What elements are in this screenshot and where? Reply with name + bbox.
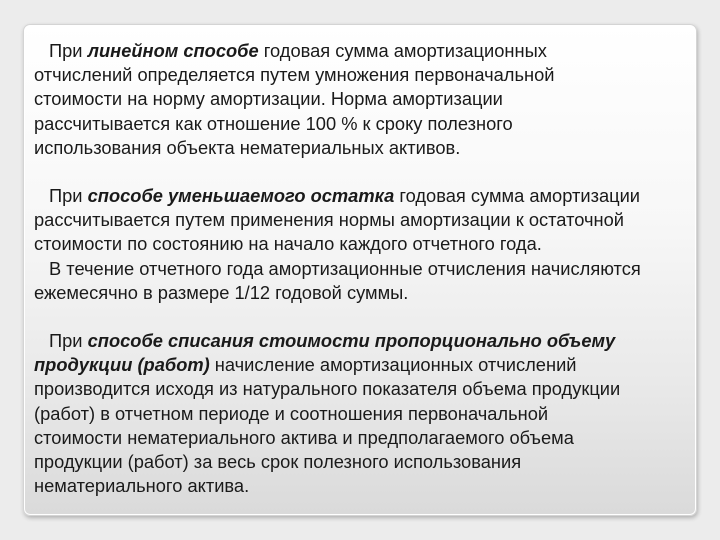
text-line: стоимости нематериального актива и предполагаемого объема [34,426,574,448]
text-line: ежемесячно в размере 1/12 годовой суммы. [34,281,409,303]
paragraph-declining-balance [34,184,694,257]
text-line: годовая сумма амортизационных [258,40,547,61]
paragraph-linear-method [34,39,694,160]
paragraph-lead: При [49,185,88,207]
text-line: рассчитывается путем применения нормы амортизации к остаточной [34,209,625,231]
text-line: производится исходя из натурального показателя объема продукции [34,378,621,400]
text-line: начисление амортизационных отчислений [209,354,577,376]
text-line: нематериального актива. [34,475,250,497]
text-line: отчислений определяется путем умножения первоначальной [34,64,555,86]
term-units-of-production: способе списания стоимости пропорционально объему [87,330,616,352]
term-units-of-production-cont: продукции (работ) [34,354,210,376]
text-line: годовая сумма амортизации [394,185,641,207]
paragraph-units-of-production [34,329,694,498]
text-line: использования объекта нематериальных активов. [34,136,461,158]
content-card [23,24,697,516]
paragraph-lead: При [49,40,88,61]
paragraph-spacer [34,160,694,184]
paragraph-spacer [34,305,694,329]
paragraph-lead: При [49,330,88,352]
text-line: продукции (работ) за весь срок полезного использования [34,451,522,473]
text-line: (работ) в отчетном периоде и соотношения первоначальной [34,402,549,424]
term-declining-balance: способе уменьшаемого остатка [87,185,395,207]
body-text [34,39,694,498]
paragraph-monthly-accrual [34,257,694,305]
text-line: стоимости на норму амортизации. Норма амортизации [34,88,503,110]
term-linear-method: линейном способе [87,40,259,61]
text-line: В течение отчетного года амортизационные отчисления начисляются [49,257,641,279]
text-line: стоимости по состоянию на начало каждого отчетного года. [34,233,542,255]
text-line: рассчитывается как отношение 100 % к сроку полезного [34,112,513,134]
